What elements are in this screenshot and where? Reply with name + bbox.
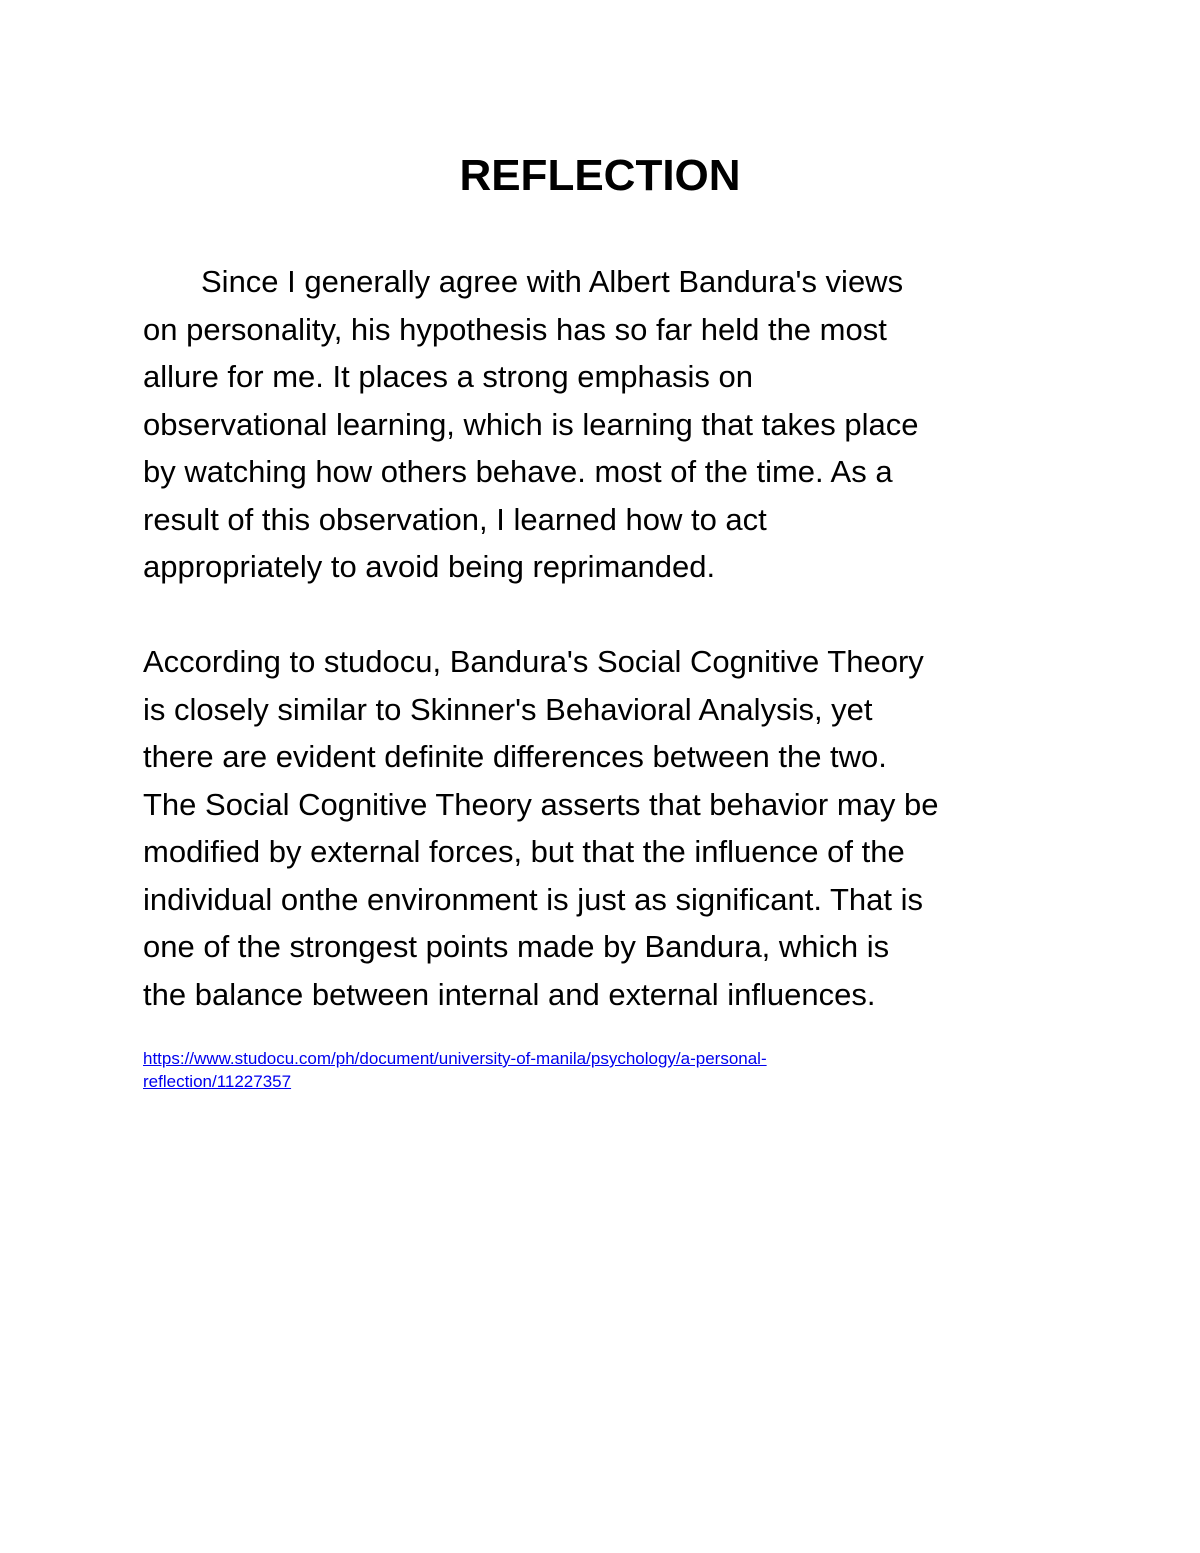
paragraph-line: observational learning, which is learning that takes place bbox=[143, 406, 919, 442]
document-title: REFLECTION bbox=[459, 151, 741, 200]
reference-link-line-1[interactable]: https://www.studocu.com/ph/document/university-of-manila/psychology/a-personal- bbox=[143, 1049, 767, 1068]
paragraph-line: appropriately to avoid being reprimanded. bbox=[143, 549, 716, 584]
paragraph-line: one of the strongest points made by Bandura, which is bbox=[143, 929, 890, 964]
paragraph-line: The Social Cognitive Theory asserts that behavior may be bbox=[143, 786, 939, 822]
reference-link-line-2[interactable]: reflection/11227357 bbox=[143, 1072, 292, 1091]
paragraph-line: is closely similar to Skinner's Behavioral Analysis, yet bbox=[143, 691, 873, 727]
paragraph-line: allure for me. It places a strong emphasis on bbox=[143, 359, 753, 394]
paragraph-2 bbox=[143, 638, 1073, 1018]
paragraph-spacer bbox=[143, 591, 1073, 639]
paragraph-line: the balance between internal and external influences. bbox=[143, 976, 876, 1012]
document-body bbox=[143, 258, 1073, 1018]
paragraph-line: modified by external forces, but that the influence of the bbox=[143, 834, 905, 869]
paragraph-line: According to studocu, Bandura's Social Cognitive Theory bbox=[143, 644, 924, 679]
paragraph-line: there are evident definite differences between the two. bbox=[143, 739, 887, 774]
paragraph-line: by watching how others behave. most of the time. As a bbox=[143, 454, 893, 489]
paragraph-line: on personality, his hypothesis has so far held the most bbox=[143, 311, 887, 347]
paragraph-line: result of this observation, I learned how to act bbox=[143, 501, 767, 537]
paragraph-line: Since I generally agree with Albert Bandura's views bbox=[201, 264, 904, 299]
reference-link-block bbox=[143, 1047, 1073, 1093]
paragraph-line: individual onthe environment is just as significant. That is bbox=[143, 881, 924, 917]
paragraph-1 bbox=[143, 258, 1073, 591]
